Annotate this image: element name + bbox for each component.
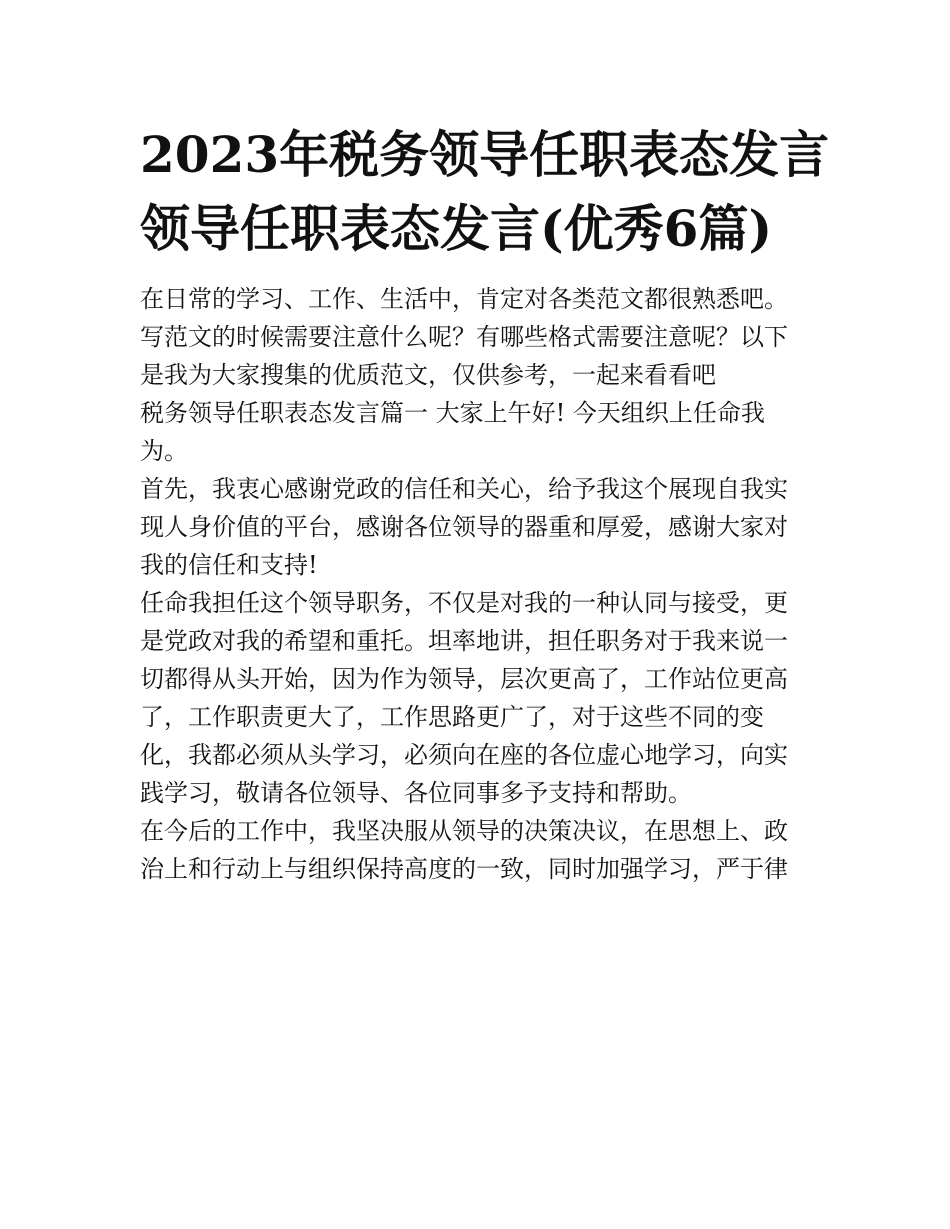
text-line: 践学习，敬请各位领导、各位同事多予支持和帮助。 — [140, 779, 692, 807]
text-line: 我的信任和支持! — [140, 551, 318, 579]
paragraph-future-work — [140, 812, 812, 888]
title-line: 领导任职表态发言(优秀6篇) — [140, 199, 773, 258]
text-line: 任命我担任这个领导职务，不仅是对我的一种认同与接受，更 — [140, 589, 788, 617]
title-line: 2023年税务领导任职表态发言 — [140, 125, 830, 184]
text-line: 切都得从头开始，因为作为领导，层次更高了，工作站位更高 — [140, 665, 788, 693]
text-line: 税务领导任职表态发言篇一 大家上午好! 今天组织上任命我 — [140, 399, 765, 427]
text-line: 在日常的学习、工作、生活中，肯定对各类范文都很熟悉吧。 — [140, 285, 788, 313]
text-line: 写范文的时候需要注意什么呢？有哪些格式需要注意呢？以下 — [140, 323, 788, 351]
paragraph-section-1-opening — [140, 394, 812, 470]
text-line: 首先，我衷心感谢党政的信任和关心，给予我这个展现自我实 — [140, 475, 788, 503]
document-title — [140, 118, 830, 266]
text-line: 为。 — [140, 437, 188, 465]
paragraph-appointment — [140, 584, 812, 812]
text-line: 是党政对我的希望和重托。坦率地讲，担任职务对于我来说一 — [140, 627, 788, 655]
text-line: 治上和行动上与组织保持高度的一致，同时加强学习，严于律 — [140, 855, 788, 883]
document-page — [140, 118, 830, 888]
text-line: 了，工作职责更大了，工作思路更广了，对于这些不同的变 — [140, 703, 764, 731]
text-line: 化，我都必须从头学习，必须向在座的各位虚心地学习，向实 — [140, 741, 788, 769]
text-line: 现人身价值的平台，感谢各位领导的器重和厚爱，感谢大家对 — [140, 513, 788, 541]
paragraph-intro — [140, 280, 812, 394]
paragraph-thanks — [140, 470, 812, 584]
text-line: 在今后的工作中，我坚决服从领导的决策决议，在思想上、政 — [140, 817, 788, 845]
text-line: 是我为大家搜集的优质范文，仅供参考，一起来看看吧 — [140, 361, 716, 389]
